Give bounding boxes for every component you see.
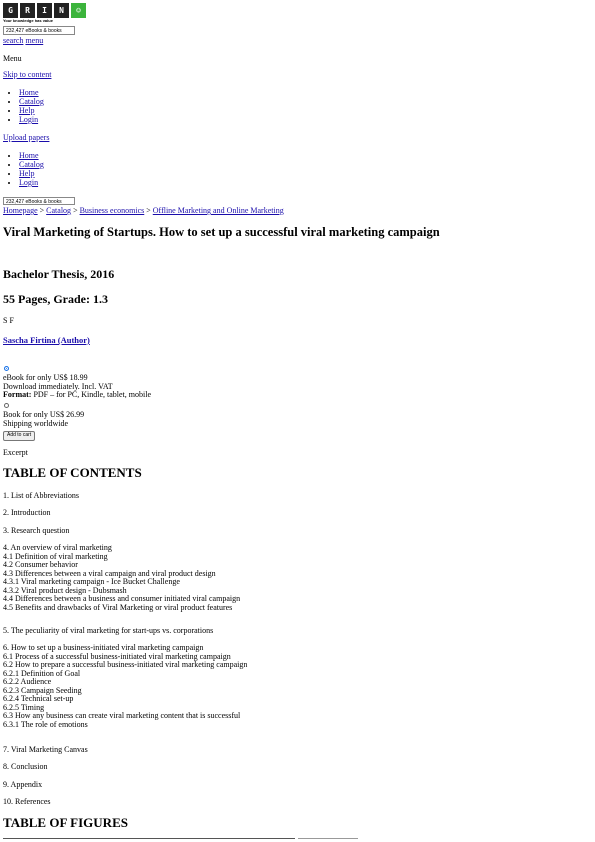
toc-item: 6.2 How to prepare a successful business-initiated viral marketing campaign	[3, 660, 248, 669]
toc-item: 4.4 Differences between a business and consumer initiated viral campaign	[3, 594, 241, 603]
nav2-catalog-link[interactable]: Catalog	[19, 160, 44, 169]
toc-item: 6.2.5 Timing	[3, 702, 45, 712]
document-type: Bachelor Thesis, 2016	[3, 267, 115, 281]
search-link[interactable]: search	[3, 36, 24, 45]
pages-grade: 55 Pages, Grade: 1.3	[3, 292, 108, 306]
smile-icon: ☺	[71, 3, 86, 18]
breadcrumb-homepage[interactable]: Homepage	[3, 206, 38, 215]
toc-item: 8. Conclusion	[3, 762, 48, 771]
menu-link[interactable]: menu	[25, 36, 44, 45]
logo-letter-g: G	[3, 3, 18, 18]
logo-letter-r: R	[20, 3, 35, 18]
toc-item: 6. How to set up a business-initiated viral marketing campaign	[3, 643, 204, 652]
toc-group-5	[3, 627, 213, 636]
breadcrumb-separator: >	[146, 206, 151, 215]
toc-item: 6.3.1 The role of emotions	[3, 719, 88, 729]
toc-group-3	[3, 527, 69, 536]
nav-catalog-link[interactable]: Catalog	[19, 97, 44, 106]
search-input[interactable]: 232,427 eBooks & books	[3, 26, 75, 35]
nav2-home-link[interactable]: Home	[19, 151, 39, 160]
search-input-secondary[interactable]: 232,427 eBooks & books	[3, 197, 75, 205]
breadcrumb-separator: >	[39, 206, 45, 215]
tagline: Your knowledge has value	[3, 18, 53, 23]
breadcrumb-business-economics[interactable]: Business economics	[79, 206, 145, 215]
toc-item: 4.3.2 Viral product design - Dubsmash	[3, 585, 127, 595]
figures-heading: TABLE OF FIGURES	[3, 815, 128, 830]
nav-home-link[interactable]: Home	[19, 88, 39, 97]
toc-item: 2. Introduction	[3, 508, 51, 517]
logo-letter-i: I	[37, 3, 52, 18]
add-to-cart-button[interactable]: Add to cart	[3, 431, 35, 441]
toc-item: 6.2.3 Campaign Seeding	[3, 685, 82, 695]
breadcrumb-separator: >	[73, 206, 78, 215]
toc-item: 1. List of Abbreviations	[3, 491, 79, 500]
nav2-login-link[interactable]: Login	[19, 178, 39, 187]
toc-item: 4.5 Benefits and drawbacks of Viral Marketing or viral product features	[3, 602, 233, 612]
ebook-price: eBook for only US$ 18.99	[3, 373, 88, 382]
toc-item: 4. An overview of viral marketing	[3, 543, 112, 552]
breadcrumb-offline-online-marketing[interactable]: Offline Marketing and Online Marketing	[152, 206, 284, 215]
nav-login-link[interactable]: Login	[19, 115, 39, 124]
breadcrumb-catalog[interactable]: Catalog	[46, 206, 72, 215]
toc-item: 4.2 Consumer behavior	[3, 560, 78, 569]
nav-list-secondary	[19, 151, 44, 187]
toc-item: 4.3 Differences between a viral campaign and viral product design	[3, 568, 216, 578]
toc-item: 6.2.4 Technical set-up	[3, 694, 74, 703]
toc-group-10	[3, 798, 51, 807]
toc-item: 6.3 How any business can create viral marketing content that is successful	[3, 711, 241, 720]
toc-group-6	[3, 644, 247, 729]
nav-list-primary	[19, 88, 44, 124]
ebook-offer	[3, 374, 151, 400]
book-price: Book for only US$ 26.99	[3, 410, 85, 419]
toc-group-4	[3, 544, 240, 612]
nav2-help-link[interactable]: Help	[19, 169, 35, 178]
book-shipping: Shipping worldwide	[3, 418, 69, 428]
nav-help-link[interactable]: Help	[19, 106, 35, 115]
ebook-format	[3, 391, 151, 400]
toc-item: 9. Appendix	[3, 780, 43, 789]
toc-item: 5. The peculiarity of viral marketing for start-ups vs. corporations	[3, 626, 214, 635]
toc-item: 6.2.1 Definition of Goal	[3, 668, 81, 678]
book-offer	[3, 411, 84, 428]
toc-group-7	[3, 746, 88, 755]
toc-group-1	[3, 492, 79, 501]
breadcrumb	[3, 206, 284, 215]
toc-item: 4.3.1 Viral marketing campaign - Ice Bucket Challenge	[3, 577, 180, 586]
skip-to-content-link[interactable]: Skip to content	[3, 70, 52, 79]
menu-label: Menu	[3, 54, 22, 63]
toc-heading: TABLE OF CONTENTS	[3, 465, 142, 480]
toc-item: 3. Research question	[3, 526, 70, 535]
upload-papers-link[interactable]: Upload papers	[3, 133, 50, 142]
format-label: Format:	[3, 390, 32, 399]
toc-item: 4.1 Definition of viral marketing	[3, 551, 108, 561]
toc-group-9	[3, 781, 42, 790]
author-link[interactable]: Sascha Firtina (Author)	[3, 335, 90, 345]
logo-letter-n: N	[54, 3, 69, 18]
toc-group-2	[3, 509, 51, 518]
format-value: PDF – for PC, Kindle, tablet, mobile	[33, 390, 151, 399]
book-radio[interactable]	[4, 403, 9, 408]
excerpt-label: Excerpt	[3, 448, 28, 457]
toc-item: 10. References	[3, 797, 51, 806]
page-title: Viral Marketing of Startups. How to set up a successful viral marketing campaign	[3, 225, 440, 239]
ebook-radio[interactable]	[4, 366, 9, 371]
toc-group-8	[3, 763, 47, 772]
toc-item: 6.2.2 Audience	[3, 677, 52, 686]
toc-item: 6.1 Process of a successful business-initiated viral marketing campaign	[3, 651, 231, 661]
author-initials: S F	[3, 316, 14, 325]
grin-logo[interactable]	[3, 3, 86, 18]
divider	[3, 838, 295, 839]
ebook-delivery: Download immediately. Incl. VAT	[3, 381, 113, 391]
toc-item: 7. Viral Marketing Canvas	[3, 745, 88, 754]
divider	[298, 838, 358, 839]
header-links	[3, 36, 43, 45]
